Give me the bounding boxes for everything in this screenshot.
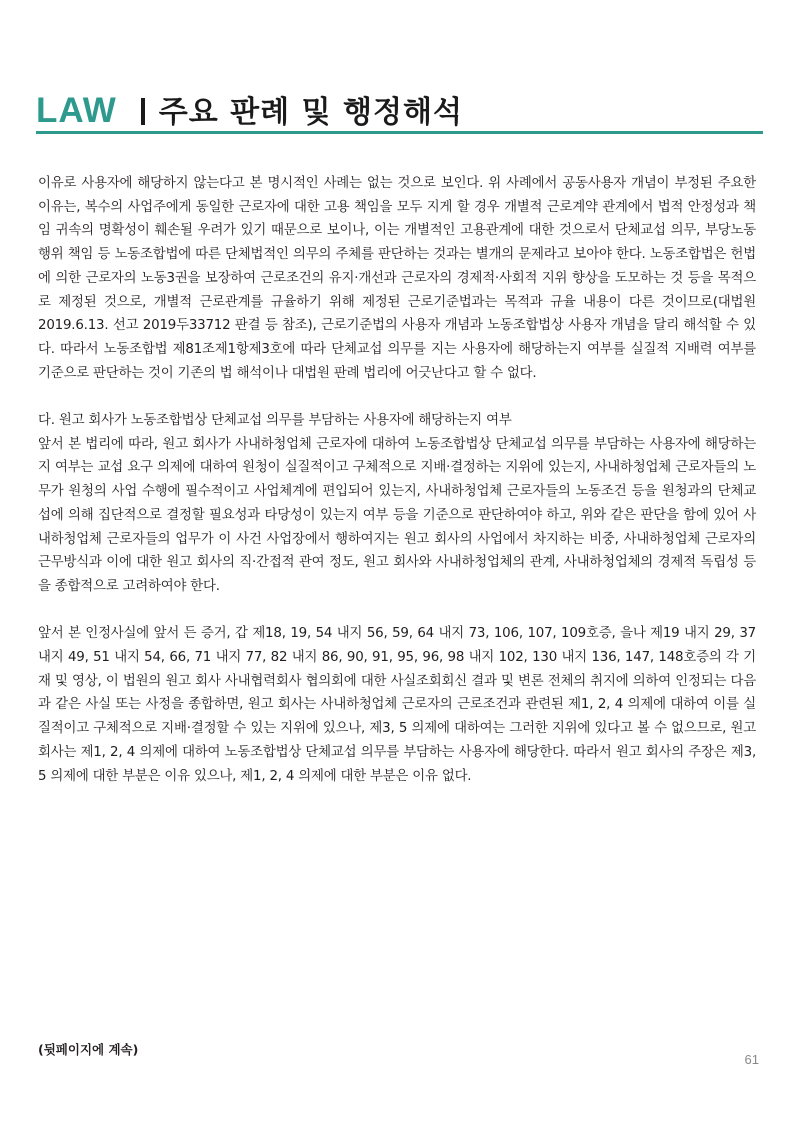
header-rule xyxy=(36,131,763,134)
paragraph-1: 이유로 사용자에 해당하지 않는다고 본 명시적인 사례는 없는 것으로 보인다. 위 사례에서 공동사용자 개념이 부정된 주요한 이유는, 복수의 사업주에게 동일한 근로자에 대한 고용 책임을 모두 지게 할 경우 개별적 근로계약 관계에서 법적 안정성과 책임 귀속의 명확성이 훼손될 우려가 있기 때문으로 보이나, 이는 개별적인 고용관계에 대한 것으로서 단체교섭 의무, 부당노동행위 책임 등 노동조합법에 따른 단체법적인 의무의 주체를 판단하는 것과는 별개의 문제라고 보아야 한다. 노동조합법은 헌법에 의한 근로자의 노동3권을 보장하여 근로조건의 유지·개선과 근로자의 경제적·사회적 지위 향상을 도모하는 것 등을 목적으로 제정된 것으로, 개별적 근로관계를 규율하기 위해 제정된 근로기준법과는 목적과 규율 내용이 다른 것이므로(대법원 2019.6.13. 선고 2019두33712 판결 등 참조), 근로기준법의 사용자 개념과 노동조합법상 사용자 개념을 달리 해석할 수 있다. 따라서 노동조합법 제81조제1항제3호에 따라 단체교섭 의무를 지는 사용자에 해당하는지 여부를 실질적 지배력 여부를 기준으로 판단하는 것이 기존의 법 해석이나 대법원 판례 법리에 어긋난다고 할 수 없다. xyxy=(38,176,756,381)
section-brand: LAW xyxy=(36,91,117,130)
page-number: 61 xyxy=(744,1052,759,1067)
page-title: 주요 판례 및 행정해석 xyxy=(158,95,463,130)
paragraph-gap xyxy=(38,599,756,623)
paragraph-2: 앞서 본 법리에 따라, 원고 회사가 사내하청업체 근로자에 대하여 노동조합법상 단체교섭 의무를 부담하는 사용자에 해당하는지 여부는 교섭 요구 의제에 대하여 원청이 실질적이고 구체적으로 지배·결정하는 지위에 있는지, 사내하청업체 근로자들의 노무가 원청의 사업 수행에 필수적이고 사업체계에 편입되어 있는지, 사내하청업체 근로자들의 노동조건 등을 원청과의 단체교섭에 의해 집단적으로 결정할 필요성과 타당성이 있는지 여부 등을 기준으로 판단하여야 하고, 위와 같은 판단을 함에 있어 사내하청업체 근로자들의 업무가 이 사건 사업장에서 행하여지는 원고 회사의 사업에서 차지하는 비중, 사내하청업체 근로자의 근무방식과 이에 대한 원고 회사의 직·간접적 관여 정도, 원고 회사와 사내하청업체의 관계, 사내하청업체의 경제적 독립성 등을 종합적으로 고려하여야 한다. xyxy=(38,436,756,594)
paragraph-3: 앞서 본 인정사실에 앞서 든 증거, 갑 제18, 19, 54 내지 56, 59, 64 내지 73, 106, 107, 109호증, 을나 제19 내지 29, 37 내지 49, 51 내지 54, 66, 71 내지 77, 82 내지 86, 90, 91, 95, 96, 98 내지 102, 130 내지 136, 147, 148호증의 각 기재 및 영상, 이 법원의 원고 회사 사내협력회사 협의회에 대한 사실조회회신 결과 및 변론 전체의 취지에 의하여 인정되는 다음과 같은 사실 또는 사정을 종합하면, 원고 회사는 사내하청업체 근로자의 근로조건과 관련된 제1, 2, 4 의제에 대하여 이를 실질적이고 구체적으로 지배·결정할 수 있는 지위에 있으나, 제3, 5 의제에 대하여는 그러한 지위에 있다고 볼 수 없으므로, 원고 회사는 제1, 2, 4 의제에 대하여 노동조합법상 단체교섭 의무를 부담하는 사용자에 해당한다. 따라서 원고 회사의 주장은 제3, 5 의제에 대한 부분은 이유 있으나, 제1, 2, 4 의제에 대한 부분은 이유 없다. xyxy=(38,626,756,784)
continued-note: (뒷페이지에 계속) xyxy=(38,1042,139,1057)
title-separator-bar xyxy=(141,98,145,125)
article-body xyxy=(38,172,756,788)
page-header xyxy=(36,84,763,128)
section-heading: 다. 원고 회사가 노동조합법상 단체교섭 의무를 부담하는 사용자에 해당하는지 여부 xyxy=(38,413,512,429)
paragraph-gap xyxy=(38,385,756,409)
